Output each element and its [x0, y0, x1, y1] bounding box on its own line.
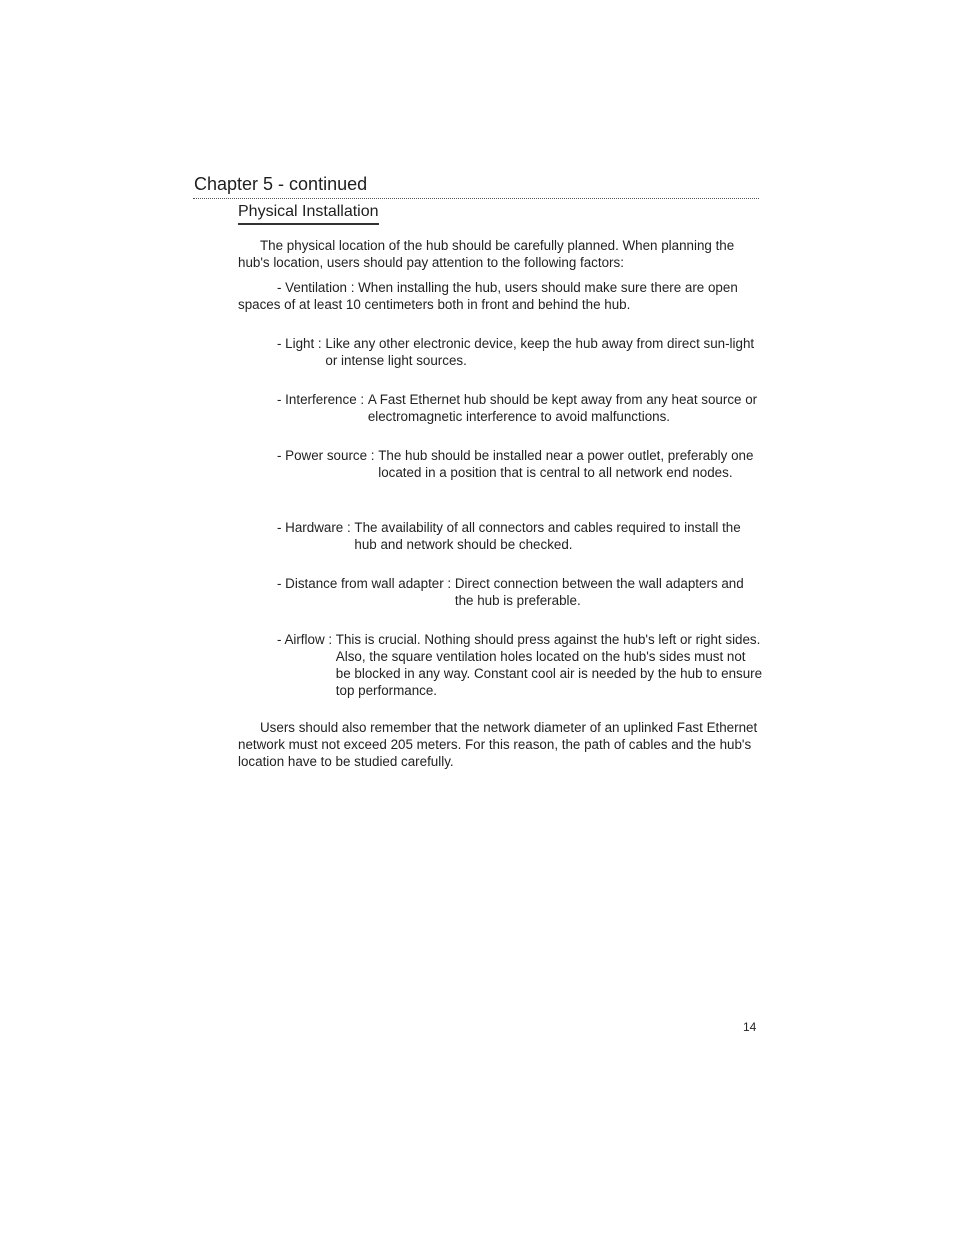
factor-term: - Interference :	[277, 392, 368, 407]
chapter-title: Chapter 5 - continued	[194, 174, 368, 194]
factor-item-interference	[277, 391, 767, 425]
factor-item-power-source	[277, 447, 759, 481]
intro-text: The physical location of the hub should be carefully planned. When planning the hub's location, users should pay attention to the following factors:	[238, 238, 735, 270]
factor-item-hardware	[277, 519, 753, 553]
factor-item-airflow	[277, 631, 763, 699]
ventilation-paragraph	[238, 279, 768, 313]
closing-text: Users should also remember that the network diameter of an uplinked Fast Ethernet network must not exceed 205 meters. For this reason, the path of cables and the hub's location have to be studied carefully.	[238, 720, 758, 769]
factor-item-distance-from-wall-adapter	[277, 575, 753, 609]
factor-text: The hub should be installed near a power outlet, preferably one located in a position that is central to all network end nodes.	[378, 448, 754, 480]
closing-paragraph	[238, 719, 758, 770]
factor-term: - Power source :	[277, 448, 379, 463]
ventilation-text: When installing the hub, users should make sure there are open spaces of at least 10 centimeters both in front and behind the hub.	[238, 280, 738, 312]
factor-term: - Airflow :	[277, 632, 336, 647]
dotted-divider	[193, 198, 759, 199]
factor-term: - Hardware :	[277, 520, 355, 535]
factor-item-light	[277, 335, 761, 369]
factor-term: - Distance from wall adapter :	[277, 576, 455, 591]
factor-term: - Light :	[277, 336, 326, 351]
ventilation-term: - Ventilation :	[277, 280, 359, 295]
factor-text: The availability of all connectors and cables required to install the hub and network should be checked.	[354, 520, 741, 552]
section-title: Physical Installation	[238, 203, 379, 225]
page-number: 14	[743, 1020, 757, 1034]
factor-text: A Fast Ethernet hub should be kept away from any heat source or electromagnetic interference to avoid malfunctions.	[367, 392, 758, 424]
factor-text: Like any other electronic device, keep the hub away from direct sun-light or intense light sources.	[325, 336, 755, 368]
intro-paragraph	[238, 237, 768, 271]
factor-text: Direct connection between the wall adapters and the hub is preferable.	[454, 576, 744, 608]
factor-text: This is crucial. Nothing should press against the hub's left or right sides. Also, the square ventilation holes located on the hub's sides must not be blocked in any way. Constant cool air is needed by the hub to ensure top performance.	[335, 632, 763, 698]
